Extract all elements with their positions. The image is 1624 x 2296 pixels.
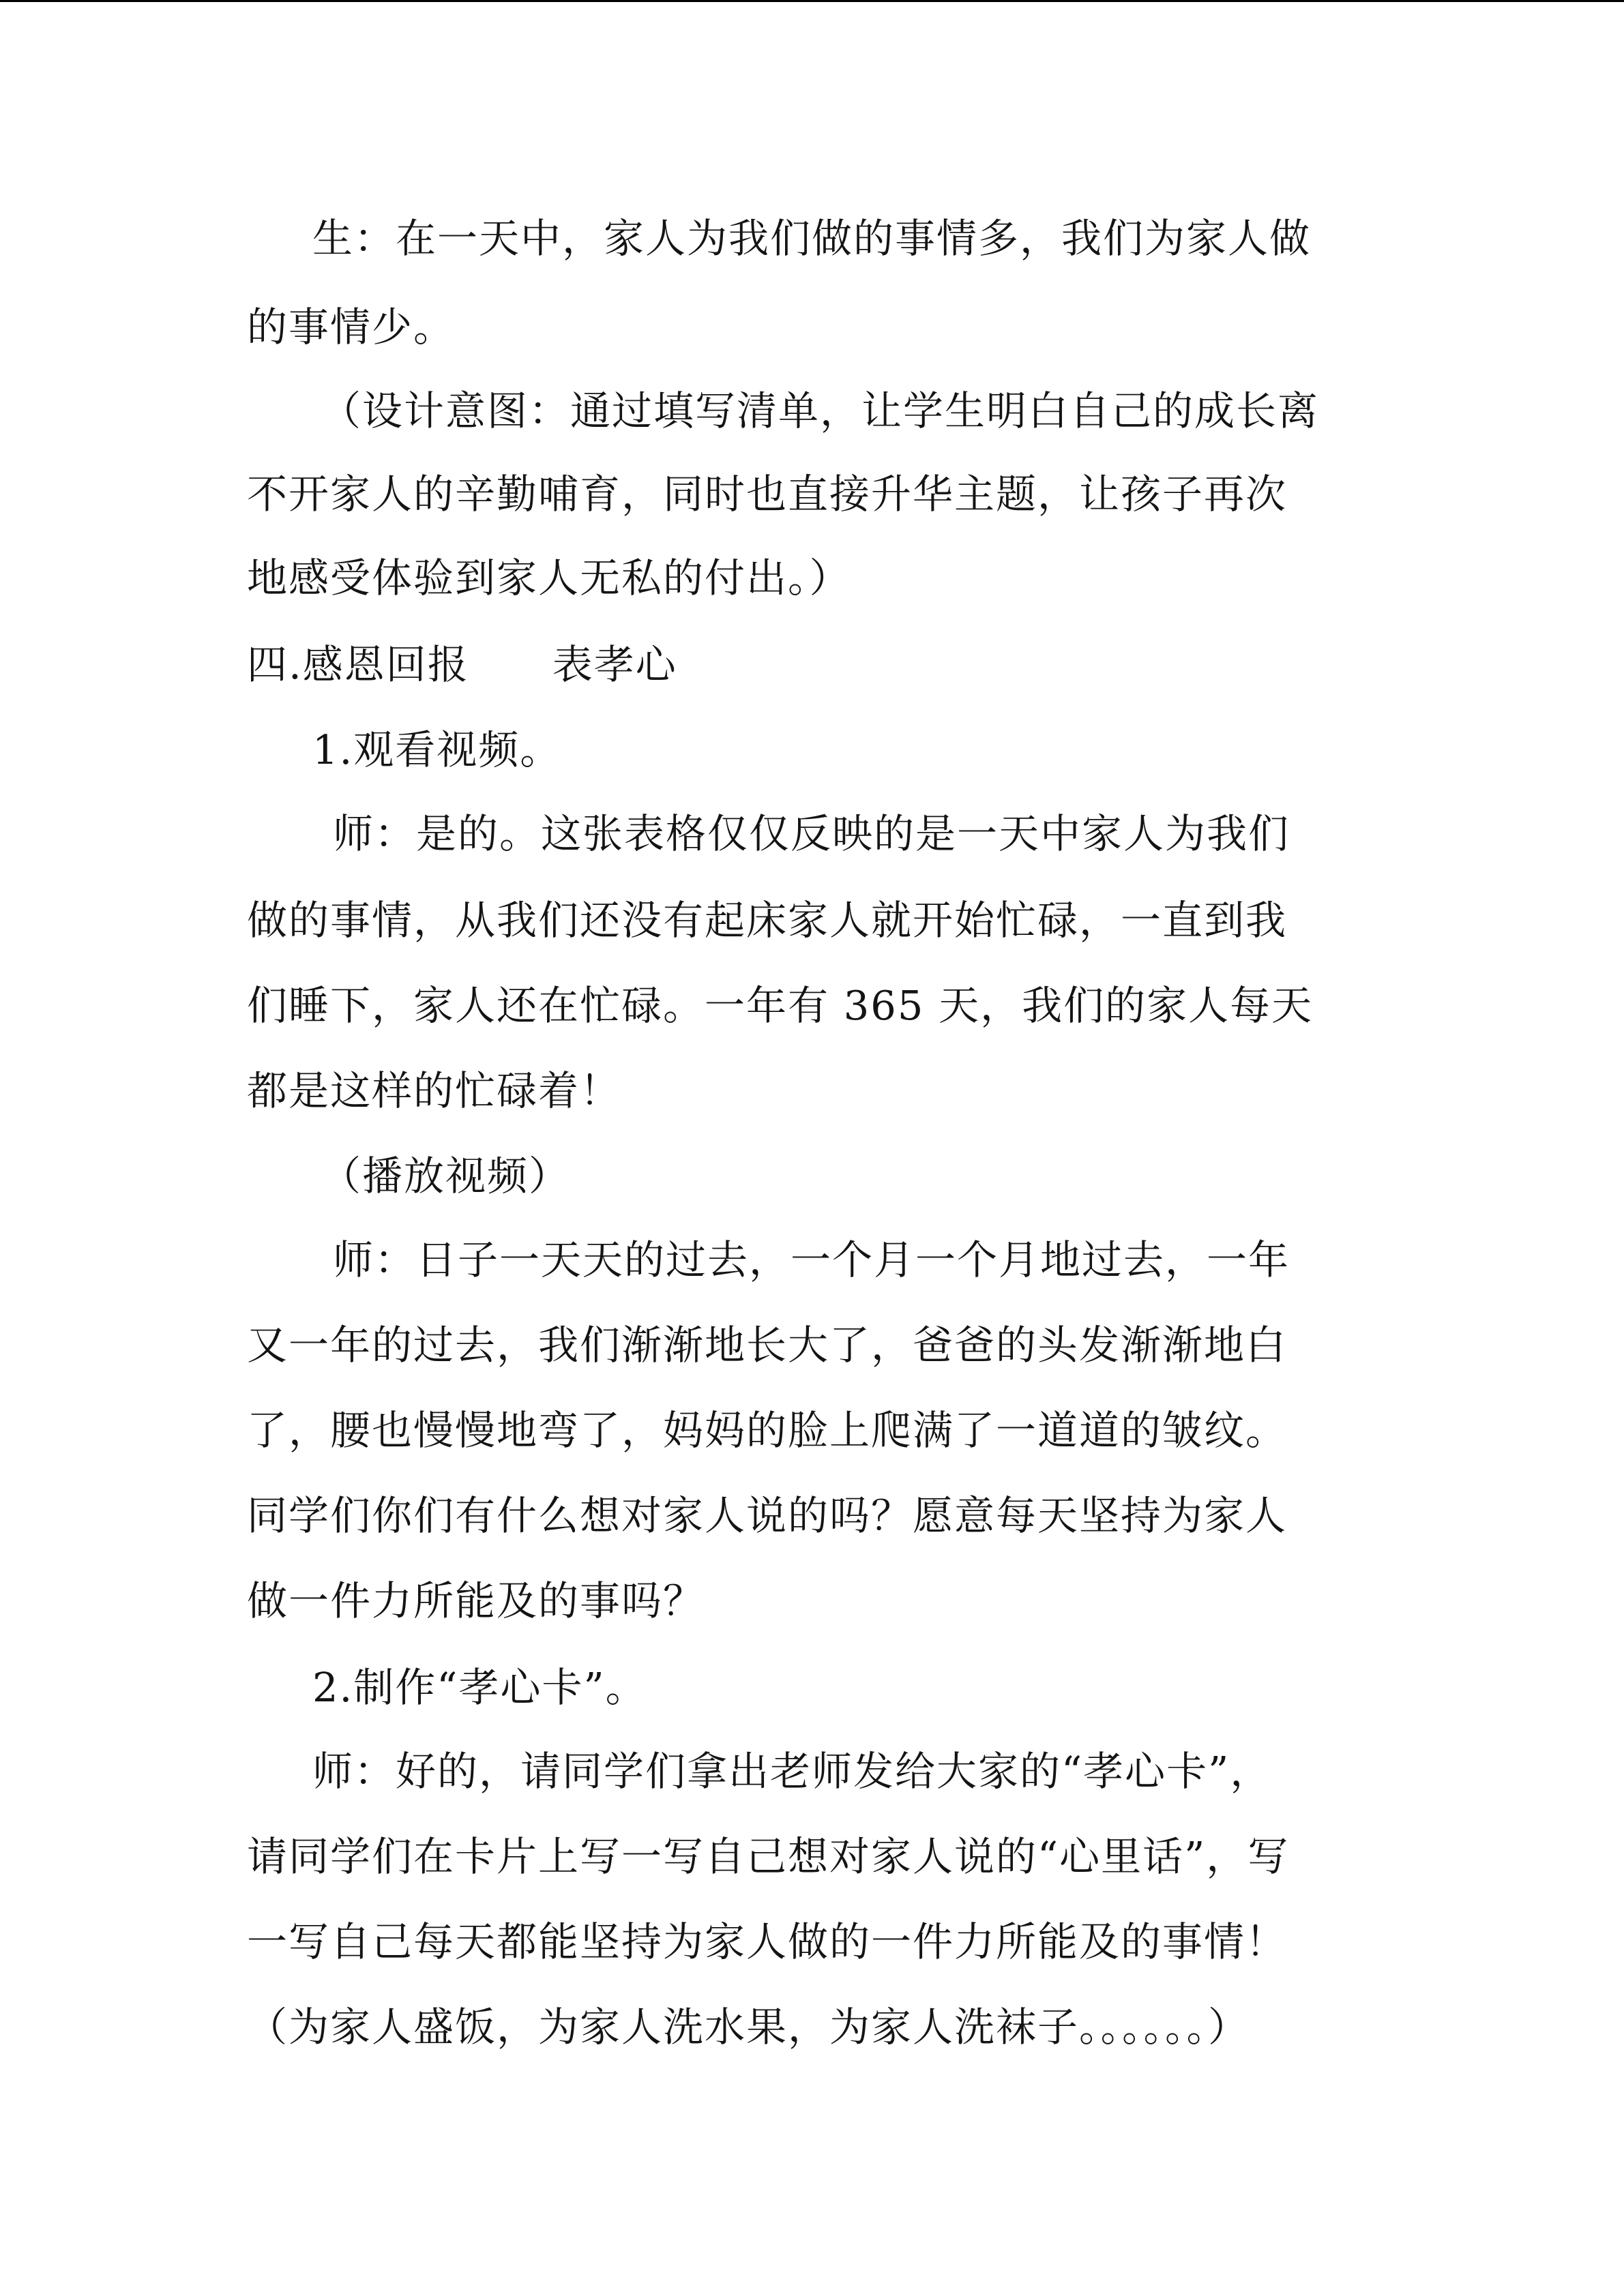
text-line: 生：在一天中，家人为我们做的事情多，我们为家人做: [312, 215, 1312, 262]
section-heading: 四.感恩回报 表孝心: [247, 641, 677, 688]
text-line: 做的事情，从我们还没有起床家人就开始忙碌，一直到我: [247, 897, 1288, 944]
text-line: 不开家人的辛勤哺育，同时也直接升华主题，让孩子再次: [247, 471, 1288, 518]
subsection-heading: 2.制作“孝心卡”。: [312, 1664, 647, 1711]
text-line: （播放视频）: [321, 1152, 571, 1199]
text-line: 都是这样的忙碌着！: [247, 1067, 622, 1114]
text-line: 请同学们在卡片上写一写自己想对家人说的“心里话”，写: [247, 1833, 1290, 1880]
text-line: 的事情少。: [247, 303, 456, 351]
text-line: 做一件力所能及的事吗？: [247, 1577, 705, 1624]
text-line: 同学们你们有什么想对家人说的吗？愿意每天坚持为家人: [247, 1492, 1288, 1539]
text-line: 又一年的过去，我们渐渐地长大了，爸爸的头发渐渐地白: [247, 1322, 1288, 1369]
text-line: 师：好的，请同学们拿出老师发给大家的“孝心卡”，: [312, 1748, 1272, 1795]
text-line: 一写自己每天都能坚持为家人做的一件力所能及的事情！: [247, 1918, 1288, 1965]
text-line: 们睡下，家人还在忙碌。一年有 365 天，我们的家人每天: [247, 982, 1314, 1029]
text-line: 了，腰也慢慢地弯了，妈妈的脸上爬满了一道道的皱纹。: [247, 1407, 1288, 1454]
text-line: （设计意图：通过填写清单，让学生明白自己的成长离: [321, 387, 1320, 434]
text-line: 师：是的。这张表格仅仅反映的是一天中家人为我们: [333, 810, 1290, 857]
subsection-heading: 1.观看视频。: [312, 726, 562, 773]
text-line: 地感受体验到家人无私的付出。）: [247, 554, 851, 601]
text-line: （为家人盛饭，为家人洗水果，为家人洗袜子。。。。。。）: [247, 2003, 1250, 2051]
text-line: 师：日子一天天的过去，一个月一个月地过去，一年: [333, 1236, 1290, 1283]
